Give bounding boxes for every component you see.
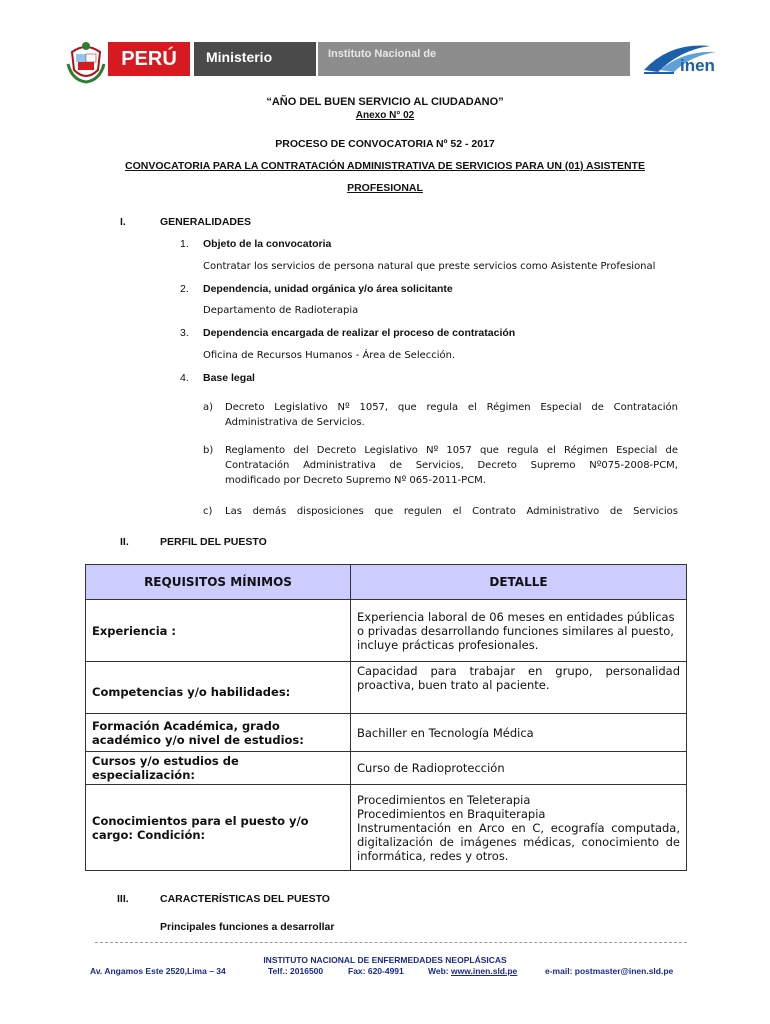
item-text: Departamento de Radioterapia	[203, 305, 359, 316]
inen-logo-text: inen	[680, 56, 715, 75]
legal-text-line: modificado por Decreto Supremo Nº 065-2011-PCM.	[225, 475, 486, 486]
footer-web-link[interactable]: www.inen.sld.pe	[451, 966, 518, 976]
table-row	[86, 752, 687, 785]
section-1-numeral: I.	[120, 216, 126, 228]
footer-divider	[95, 942, 687, 943]
instituto-label: Instituto Nacional de	[318, 42, 630, 76]
footer-email[interactable]: e-mail: postmaster@inen.sld.pe	[545, 966, 674, 976]
section-3-heading: CARACTERÍSTICAS DEL PUESTO	[160, 893, 330, 905]
convocatoria-title-line2: PROFESIONAL	[347, 182, 423, 194]
process-number: PROCESO DE CONVOCATORIA Nº 52 - 2017	[275, 138, 495, 150]
detail-cell	[351, 714, 687, 752]
annex-number: Anexo N° 02	[355, 110, 415, 121]
detail-line: informática, redes y otros.	[357, 848, 509, 863]
item-number: 2.	[180, 283, 189, 295]
table-row	[86, 714, 687, 752]
item-title: Dependencia, unidad orgánica y/o área solicitante	[203, 283, 453, 295]
item-number: 4.	[180, 372, 189, 384]
requirement-cell: Cursos y/o estudios de especialización:	[86, 752, 351, 785]
detail-line: Capacidad para trabajar en grupo, personalidad	[357, 664, 680, 678]
section-1-heading: GENERALIDADES	[160, 216, 252, 228]
legal-text-line: Administrativa de Servicios.	[225, 417, 365, 428]
detail-line: digitalización de imágenes médicas, conocimiento de	[357, 834, 680, 849]
detail-cell	[351, 662, 687, 714]
requirement-cell: Experiencia :	[86, 600, 351, 662]
year-motto: “AÑO DEL BUEN SERVICIO AL CIUDADANO”	[266, 96, 504, 108]
item-title: Dependencia encargada de realizar el proceso de contratación	[203, 327, 516, 339]
peru-label: PERÚ	[108, 42, 190, 76]
detail-line: incluye prácticas profesionales.	[357, 637, 539, 652]
convocatoria-title-line1: CONVOCATORIA PARA LA CONTRATACIÓN ADMINISTRATIVA DE SERVICIOS PARA UN (01) ASISTENTE	[125, 160, 645, 172]
section-2-numeral: II.	[120, 536, 129, 548]
footer-web-label: Web:	[428, 966, 449, 976]
detail-line: Instrumentación en Arco en C, ecografía computada,	[357, 820, 680, 835]
detail-line: Procedimientos en Braquiterapia	[357, 806, 546, 821]
table-row	[86, 600, 687, 662]
table-header-row	[86, 565, 687, 600]
detail-cell	[351, 600, 687, 662]
detail-line: Procedimientos en Teleterapia	[357, 792, 531, 807]
legal-text-line: Decreto Legislativo Nº 1057, que regula el Régimen Especial de Contratación	[225, 402, 678, 413]
legal-letter: a)	[203, 402, 214, 413]
legal-text-line: Reglamento del Decreto Legislativo Nº 1057 que regula el Régimen Especial de	[225, 445, 678, 456]
item-text: Oficina de Recursos Humanos - Área de Selección.	[203, 350, 456, 361]
inen-logo	[640, 36, 732, 82]
ministerio-label: Ministerio	[194, 42, 316, 76]
table-row	[86, 785, 687, 871]
requirement-cell: Competencias y/o habilidades:	[86, 662, 351, 714]
legal-text-line: Contratación Administrativa de Servicios, Decreto Supremo Nº075-2008-PCM,	[225, 460, 678, 471]
footer-phone: Telf.: 2016500	[268, 966, 324, 976]
item-number: 1.	[180, 238, 189, 250]
section-2-heading: PERFIL DEL PUESTO	[160, 536, 267, 548]
detail-line: Curso de Radioprotección	[357, 761, 505, 775]
footer-institution: INSTITUTO NACIONAL DE ENFERMEDADES NEOPLÁSICAS	[263, 955, 507, 965]
legal-letter: c)	[203, 506, 213, 517]
detail-cell	[351, 752, 687, 785]
item-text: Contratar los servicios de persona natural que preste servicios como Asistente Profesional	[203, 261, 656, 272]
detail-cell	[351, 785, 687, 871]
section-3-subheading: Principales funciones a desarrollar	[160, 921, 335, 933]
footer-web	[428, 966, 517, 976]
requirement-cell: Formación Académica, grado académico y/o nivel de estudios:	[86, 714, 351, 752]
footer-fax: Fax: 620-4991	[348, 966, 404, 976]
table-header-requisitos: REQUISITOS MÍNIMOS	[86, 565, 351, 600]
perfil-table	[85, 564, 687, 871]
detail-line: o privadas desarrollando funciones similares al puesto,	[357, 623, 674, 638]
table-row	[86, 662, 687, 714]
section-3-numeral: III.	[117, 893, 129, 905]
table-header-detalle: DETALLE	[351, 565, 687, 600]
legal-text-line: Las demás disposiciones que regulen el Contrato Administrativo de Servicios	[225, 506, 678, 517]
detail-line: proactiva, buen trato al paciente.	[357, 678, 550, 692]
requirement-cell: Conocimientos para el puesto y/o cargo: Condición:	[86, 785, 351, 871]
item-title: Base legal	[203, 372, 255, 384]
legal-letter: b)	[203, 445, 214, 456]
footer-address: Av. Angamos Este 2520,Lima – 34	[90, 966, 226, 976]
detail-line: Experiencia laboral de 06 meses en entidades públicas	[357, 609, 675, 624]
peru-coat-of-arms-icon	[66, 40, 106, 84]
item-number: 3.	[180, 327, 189, 339]
detail-line: Bachiller en Tecnología Médica	[357, 725, 534, 740]
item-title: Objeto de la convocatoria	[203, 238, 332, 250]
